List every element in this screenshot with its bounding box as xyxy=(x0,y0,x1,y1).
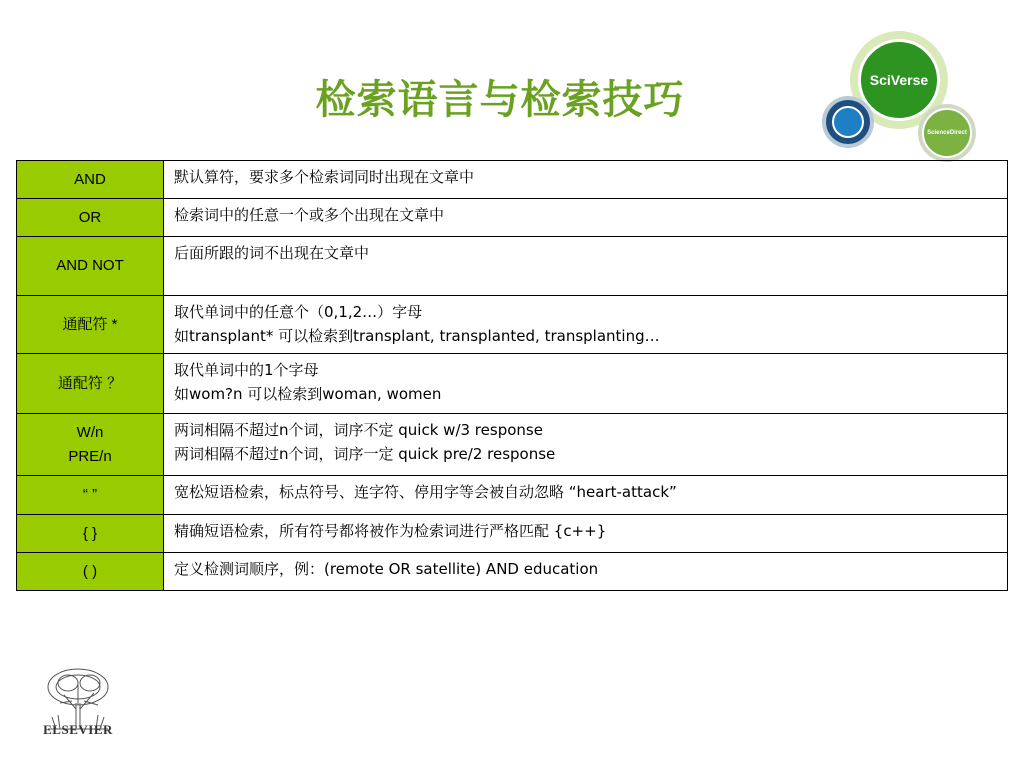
description-cell xyxy=(164,414,1008,476)
table-row xyxy=(17,237,1008,296)
blue-circle xyxy=(832,106,864,138)
operator-label: W/n xyxy=(76,423,104,441)
description-line: 宽松短语检索，标点符号、连字符、停用字等会被自动忽略 “heart-attack” xyxy=(174,483,677,501)
table-row xyxy=(17,199,1008,237)
operator-label: 通配符 ？ xyxy=(57,374,123,392)
description-line: 检索词中的任意一个或多个出现在文章中 xyxy=(174,206,445,224)
description-cell xyxy=(164,476,1008,515)
description-cell xyxy=(164,237,1008,296)
sciencedirect-label: ScienceDirect xyxy=(927,130,967,136)
operator-cell xyxy=(17,296,164,354)
operator-cell xyxy=(17,161,164,199)
description-cell xyxy=(164,354,1008,414)
operator-cell xyxy=(17,414,164,476)
operator-cell xyxy=(17,515,164,553)
description-line: 定义检测词顺序，例：(remote OR satellite) AND education xyxy=(174,560,599,578)
sciverse-logo xyxy=(815,28,985,168)
operator-label: { } xyxy=(82,524,98,542)
description-line: 取代单词中的1个字母 xyxy=(174,361,319,379)
operator-cell xyxy=(17,354,164,414)
elsevier-wordmark: ELSEVIER xyxy=(43,722,113,737)
table-row xyxy=(17,296,1008,354)
description-line: 如transplant* 可以检索到transplant, transplanted, transplanting… xyxy=(174,327,660,345)
sciverse-label: SciVerse xyxy=(869,72,929,88)
operator-cell xyxy=(17,553,164,591)
description-line: 默认算符，要求多个检索词同时出现在文章中 xyxy=(174,168,475,186)
operators-table xyxy=(16,160,1008,591)
operator-label: OR xyxy=(78,208,102,226)
description-line: 两词相隔不超过n个词，词序一定 quick pre/2 response xyxy=(174,445,556,463)
operator-cell xyxy=(17,237,164,296)
table-row xyxy=(17,414,1008,476)
table-row xyxy=(17,161,1008,199)
description-line: 取代单词中的任意个（0,1,2…）字母 xyxy=(174,303,423,321)
page-title: 检索语言与检索技巧 xyxy=(315,77,685,123)
table-row xyxy=(17,476,1008,515)
operator-cell xyxy=(17,199,164,237)
operator-label: ( ) xyxy=(82,562,98,580)
operator-label: “ ” xyxy=(82,486,98,503)
description-line: 后面所跟的词不出现在文章中 xyxy=(174,244,370,262)
operator-label: AND xyxy=(74,170,106,188)
description-cell xyxy=(164,296,1008,354)
description-line: 精确短语检索，所有符号都将被作为检索词进行严格匹配 {c++} xyxy=(174,522,607,540)
description-line: 两词相隔不超过n个词，词序不定 quick w/3 response xyxy=(174,421,543,439)
operator-label: AND NOT xyxy=(56,257,124,274)
description-cell xyxy=(164,515,1008,553)
description-cell xyxy=(164,199,1008,237)
table-row xyxy=(17,553,1008,591)
operator-label: PRE/n xyxy=(68,447,112,465)
table-row xyxy=(17,354,1008,414)
description-line: 如wom?n 可以检索到woman, women xyxy=(174,385,442,403)
description-cell xyxy=(164,553,1008,591)
operator-label: 通配符 * xyxy=(62,315,118,333)
operator-cell xyxy=(17,476,164,515)
table-row xyxy=(17,515,1008,553)
description-cell xyxy=(164,161,1008,199)
